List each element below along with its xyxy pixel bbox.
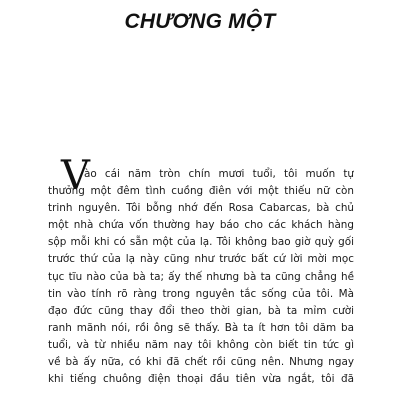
text-line: đạo đức cũng thay đổi theo thời gian, bà ta mỉm cười	[48, 304, 354, 317]
drop-cap: V	[61, 153, 90, 199]
chapter-body	[48, 153, 354, 388]
text-line: về bà ấy nữa, có khi đã chết rồi cũng nên. Nhưng ngay	[48, 356, 354, 369]
text-line: trước thứ của lạ này cũng như trước bất cứ lời mời mọc	[48, 253, 354, 266]
text-line: trinh nguyên. Tôi bỗng nhớ đến Rosa Cabarcas, bà chủ	[48, 202, 354, 215]
text-line: một nhà chứa vốn thường hay báo cho các khách hàng	[48, 219, 354, 232]
text-line: sộp mỗi khi có sẵn một của lạ. Tôi không bao giờ quỳ gối	[48, 236, 354, 249]
text-line: tin vào tính rõ ràng trong nguyên tắc sống của tôi. Mà	[48, 287, 354, 300]
chapter-title: CHƯƠNG MỘT	[124, 10, 276, 33]
text-line: tục tĩu nào của bà ta; ấy thế nhưng bà ta cũng chẳng hề	[48, 270, 354, 283]
text-line: tuổi, và từ nhiều năm nay tôi không còn biết tin tức gì	[48, 338, 354, 351]
text-line: khi tiếng chuông điện thoại đầu tiên vừa ngắt, tôi đã	[48, 373, 354, 386]
text-line: ào cái năm tròn chín mươi tuổi, tôi muốn tự	[84, 168, 354, 180]
text-line: ranh mãnh nói, rồi ông sẽ thấy. Bà ta ít hơn tôi dăm ba	[48, 321, 354, 334]
text-line: thưởng một đêm tình cuồng điên với một thiếu nữ còn	[48, 185, 354, 198]
